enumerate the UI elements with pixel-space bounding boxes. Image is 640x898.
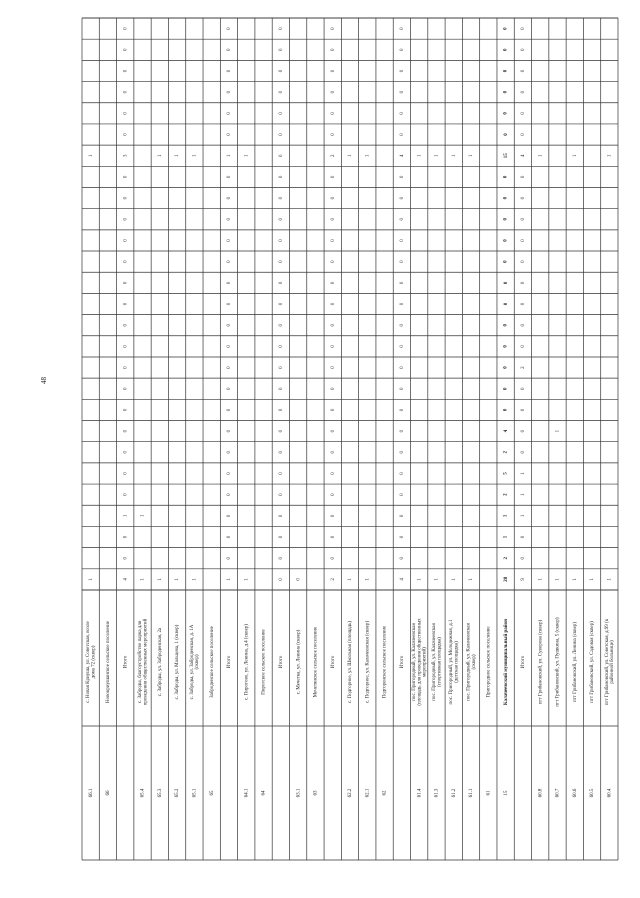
row-value: 0 bbox=[330, 239, 336, 242]
row-value: 1 bbox=[244, 578, 250, 581]
table-cells bbox=[86, 27, 615, 798]
row-value: 0 bbox=[521, 556, 527, 560]
row-value: 0 bbox=[278, 429, 284, 433]
row-code: 60.5 bbox=[590, 788, 596, 798]
row-value: 0 bbox=[330, 323, 336, 327]
row-code: 65.4 bbox=[140, 788, 146, 798]
row-value: 0 bbox=[123, 175, 129, 179]
row-code: 64 bbox=[261, 790, 267, 796]
row-value: 0 bbox=[278, 133, 284, 136]
row-name: (сквер) bbox=[195, 654, 201, 670]
row-name: с. Заброды, благоустройство парка для bbox=[137, 620, 143, 704]
row-value: 0 bbox=[123, 260, 129, 263]
row-value: 0 bbox=[123, 451, 129, 454]
row-value: 0 bbox=[123, 239, 129, 242]
row-value: 1 bbox=[538, 154, 544, 157]
row-value: 0 bbox=[400, 493, 406, 496]
row-value: 0 bbox=[278, 556, 284, 560]
row-value: 0 bbox=[503, 366, 509, 369]
row-name: пос. Пригородный, ул. Молодежная, д.1 bbox=[449, 619, 455, 705]
row-value: 0 bbox=[278, 535, 284, 539]
row-code: 65 bbox=[209, 790, 215, 796]
row-code: 60.7 bbox=[555, 788, 561, 798]
row-value: 0 bbox=[330, 472, 336, 475]
row-value: 0 bbox=[227, 281, 233, 285]
row-value: 0 bbox=[278, 451, 284, 454]
row-value: 0 bbox=[227, 239, 233, 242]
row-code: 65.3 bbox=[157, 788, 163, 798]
row-value: 2 bbox=[503, 451, 509, 454]
row-value: 0 bbox=[123, 218, 129, 221]
row-name: с. Заброды, ул. Заброденская, 2а bbox=[157, 627, 163, 697]
row-value: 1 bbox=[88, 154, 94, 157]
row-value: 0 bbox=[227, 27, 233, 30]
row-value: 0 bbox=[503, 48, 509, 52]
row-code: 15 bbox=[503, 790, 509, 796]
row-value: 2 bbox=[521, 366, 527, 369]
row-value: 0 bbox=[330, 493, 336, 496]
row-value: 0 bbox=[503, 196, 509, 200]
row-name: с. Подгорное, ул. Школьная (площадь) bbox=[348, 620, 354, 704]
row-value: 0 bbox=[400, 366, 406, 369]
row-value: 0 bbox=[400, 90, 406, 94]
row-value: 1 bbox=[192, 578, 198, 581]
row-value: 0 bbox=[400, 451, 406, 454]
row-value: 0 bbox=[227, 514, 233, 518]
row-value: 0 bbox=[400, 239, 406, 242]
row-value: 0 bbox=[400, 133, 406, 136]
row-value: 0 bbox=[227, 556, 233, 560]
row-value: 0 bbox=[503, 69, 509, 73]
row-value: 0 bbox=[123, 345, 129, 348]
row-value: 0 bbox=[400, 408, 406, 412]
row-value: 0 bbox=[278, 239, 284, 242]
row-value: 0 bbox=[400, 472, 406, 475]
row-value: 0 bbox=[521, 281, 527, 285]
row-value: 0 bbox=[521, 112, 527, 115]
row-value: 0 bbox=[278, 408, 284, 412]
row-value: 0 bbox=[278, 48, 284, 52]
row-value: 4 bbox=[503, 429, 509, 433]
row-value: 0 bbox=[330, 27, 336, 30]
row-value: 0 bbox=[123, 556, 129, 560]
row-name: пгт Грибановский, ул. Ленина (сквер) bbox=[572, 621, 578, 703]
row-value: 0 bbox=[278, 281, 284, 285]
row-value: 0 bbox=[123, 472, 129, 475]
row-value: 1 bbox=[227, 154, 233, 157]
row-value: 0 bbox=[123, 387, 129, 390]
row-value: 0 bbox=[227, 366, 233, 369]
row-name: с. Новая Криуша, ул. Советская, возле bbox=[86, 621, 92, 703]
row-value: 0 bbox=[227, 429, 233, 433]
row-name: Итого bbox=[227, 655, 233, 669]
row-value: 1 bbox=[451, 154, 457, 157]
row-code: 66.1 bbox=[88, 788, 94, 798]
row-value: 1 bbox=[572, 578, 578, 581]
row-value: 0 bbox=[400, 218, 406, 221]
row-value: 1 bbox=[503, 535, 509, 539]
row-value: 0 bbox=[278, 112, 284, 115]
row-value: 0 bbox=[227, 408, 233, 412]
row-name: с. Заброды, ул. Мальцева, 1 (сквер) bbox=[175, 624, 181, 700]
row-value: 0 bbox=[227, 175, 233, 179]
row-value: 0 bbox=[400, 260, 406, 263]
row-value: 0 bbox=[227, 260, 233, 263]
row-value: 0 bbox=[521, 408, 527, 412]
row-value: 1 bbox=[555, 578, 561, 581]
row-name: (сквер) bbox=[471, 654, 477, 670]
row-value: 0 bbox=[278, 175, 284, 179]
row-value: 0 bbox=[278, 387, 284, 390]
row-value: 0 bbox=[123, 112, 129, 115]
row-value: 0 bbox=[521, 239, 527, 242]
row-value: 4 bbox=[521, 154, 527, 157]
row-value: 1 bbox=[417, 578, 423, 581]
row-value: 0 bbox=[521, 90, 527, 94]
row-name: Итого bbox=[123, 655, 129, 669]
row-value: 2 bbox=[503, 556, 509, 560]
row-value: 15 bbox=[503, 153, 509, 159]
row-value: 1 bbox=[451, 578, 457, 581]
row-name: Итого bbox=[278, 655, 284, 669]
row-code: 61 bbox=[486, 790, 492, 796]
row-value: 0 bbox=[330, 345, 336, 348]
row-value: 0 bbox=[400, 302, 406, 306]
row-value: 0 bbox=[123, 196, 129, 200]
row-value: 0 bbox=[521, 196, 527, 200]
row-value: 0 bbox=[521, 218, 527, 221]
row-value: 4 bbox=[400, 578, 406, 581]
row-name: проведения общественных мероприятий bbox=[143, 618, 149, 706]
row-name: мероприятий) bbox=[422, 647, 428, 677]
row-value: 0 bbox=[278, 302, 284, 306]
row-value: 0 bbox=[330, 451, 336, 454]
row-value: 0 bbox=[278, 345, 284, 348]
table-grid bbox=[82, 18, 618, 860]
row-name: (спортивная площадка) bbox=[437, 637, 443, 687]
row-value: 1 bbox=[521, 472, 527, 475]
row-name: пос. Пригородный, ул. Калачеевская bbox=[466, 623, 472, 701]
row-value: 0 bbox=[503, 323, 509, 327]
row-value: 0 bbox=[123, 366, 129, 369]
row-value: 0 bbox=[330, 175, 336, 179]
row-value: 0 bbox=[227, 196, 233, 200]
row-value: 0 bbox=[521, 429, 527, 433]
row-value: 0 bbox=[503, 90, 509, 94]
row-value: 1 bbox=[538, 578, 544, 581]
row-value: 0 bbox=[278, 196, 284, 200]
row-value: 0 bbox=[227, 535, 233, 539]
row-value: 1 bbox=[521, 514, 527, 518]
row-value: 1 bbox=[175, 578, 181, 581]
row-value: 0 bbox=[521, 69, 527, 73]
row-name: пос. Пригородный, ул. Калачеевская bbox=[431, 623, 437, 701]
row-value: 1 bbox=[88, 578, 94, 581]
row-value: 1 bbox=[348, 154, 354, 157]
row-value: 2 bbox=[330, 578, 336, 581]
row-value: 0 bbox=[227, 48, 233, 52]
row-value: 0 bbox=[123, 323, 129, 327]
row-name: пгт Грибановский, ул. Пушкина, 5 (сквер) bbox=[555, 617, 561, 707]
row-name: Итого bbox=[521, 655, 527, 669]
row-value: 1 bbox=[140, 514, 146, 518]
row-name: районной больнице) bbox=[610, 640, 616, 684]
row-value: 0 bbox=[278, 514, 284, 518]
row-value: 0 bbox=[278, 218, 284, 221]
row-value: 2 bbox=[503, 493, 509, 496]
row-name: пгт Грибановский, ул. Советская, д.99 (к bbox=[604, 618, 610, 706]
row-value: 1 bbox=[555, 429, 561, 433]
row-value: 0 bbox=[400, 535, 406, 539]
row-code: 62.2 bbox=[348, 788, 354, 798]
row-name: Заброденское сельское поселение bbox=[209, 626, 215, 698]
row-value: 0 bbox=[521, 323, 527, 327]
row-value: 1 bbox=[123, 514, 129, 518]
row-value: 0 bbox=[521, 260, 527, 263]
row-value: 0 bbox=[503, 345, 509, 348]
row-value: 0 bbox=[227, 218, 233, 221]
row-value: 0 bbox=[400, 514, 406, 518]
row-value: 0 bbox=[123, 281, 129, 285]
row-value: 0 bbox=[330, 218, 336, 221]
row-value: 1 bbox=[607, 578, 613, 581]
row-value: 0 bbox=[400, 196, 406, 200]
row-value: 0 bbox=[123, 90, 129, 94]
row-value: 1 bbox=[175, 154, 181, 157]
row-value: 1 bbox=[469, 154, 475, 157]
row-value: 0 bbox=[503, 408, 509, 412]
row-value: 0 bbox=[330, 302, 336, 306]
row-name: Новокриушанское сельское поселение bbox=[106, 621, 112, 703]
row-value: 0 bbox=[278, 493, 284, 496]
row-name: с. Пирогово, ул. Ленина, д.4 (сквер) bbox=[244, 624, 250, 700]
row-value: 0 bbox=[503, 239, 509, 242]
row-name: (детская площадка) bbox=[454, 641, 460, 683]
row-value: 1 bbox=[157, 578, 163, 581]
row-value: 0 bbox=[521, 387, 527, 390]
row-value: 2 bbox=[330, 154, 336, 157]
row-value: 0 bbox=[123, 493, 129, 496]
row-value: 0 bbox=[278, 472, 284, 475]
row-value: 0 bbox=[227, 323, 233, 327]
row-value: 0 bbox=[400, 175, 406, 179]
row-name: Подгоренское сельское поселение bbox=[382, 625, 388, 699]
row-value: 28 bbox=[503, 576, 509, 582]
row-value: 1 bbox=[365, 154, 371, 157]
row-name: Калачеевский муниципальный район bbox=[503, 618, 509, 706]
row-name: пгт Грибановский, ул. Суворова (сквер) bbox=[538, 619, 544, 705]
row-name: пос. Пригородный, ул. Калачеевская bbox=[411, 623, 417, 701]
row-value: 0 bbox=[278, 578, 284, 581]
row-value: 0 bbox=[330, 48, 336, 52]
row-value: 0 bbox=[330, 556, 336, 560]
row-value: 0 bbox=[400, 556, 406, 560]
row-value: 9 bbox=[521, 578, 527, 581]
row-value: 0 bbox=[521, 345, 527, 348]
row-value: 0 bbox=[330, 514, 336, 518]
row-name: с. Мечетка, ул. Ленина (сквер) bbox=[296, 629, 302, 695]
row-value: 1 bbox=[607, 154, 613, 157]
row-value: 0 bbox=[330, 112, 336, 115]
row-value: 0 bbox=[278, 260, 284, 263]
row-value: 1 bbox=[434, 578, 440, 581]
row-value: 0 bbox=[521, 451, 527, 454]
row-value: 0 bbox=[227, 69, 233, 73]
row-value: 0 bbox=[400, 387, 406, 390]
row-value: 0 bbox=[400, 323, 406, 327]
row-value: 0 bbox=[227, 472, 233, 475]
row-value: 0 bbox=[123, 133, 129, 136]
row-value: 0 bbox=[278, 366, 284, 369]
row-value: 1 bbox=[590, 578, 596, 581]
row-value: 0 bbox=[521, 302, 527, 306]
row-code: 65.2 bbox=[175, 788, 181, 798]
row-code: 61.1 bbox=[469, 788, 475, 798]
row-value: 0 bbox=[400, 69, 406, 73]
row-value: 0 bbox=[227, 90, 233, 94]
row-code: 65.1 bbox=[192, 788, 198, 798]
row-value: 0 bbox=[330, 260, 336, 263]
row-value: 1 bbox=[417, 154, 423, 157]
row-value: 1 bbox=[140, 578, 146, 581]
row-value: 0 bbox=[503, 387, 509, 390]
row-value: 0 bbox=[503, 218, 509, 221]
row-name: Итого bbox=[330, 655, 336, 669]
row-code: 63 bbox=[313, 790, 319, 796]
row-value: 0 bbox=[503, 27, 509, 30]
row-value: 0 bbox=[278, 27, 284, 30]
row-code: 62.1 bbox=[365, 788, 371, 798]
row-value: 1 bbox=[434, 154, 440, 157]
row-value: 1 bbox=[572, 154, 578, 157]
row-value: 0 bbox=[503, 302, 509, 306]
row-value: 0 bbox=[227, 345, 233, 348]
row-value: 0 bbox=[278, 323, 284, 327]
row-name: дома 72 (сквер) bbox=[91, 645, 97, 679]
row-value: 0 bbox=[400, 429, 406, 433]
row-value: 0 bbox=[123, 48, 129, 52]
row-value: 0 bbox=[503, 175, 509, 179]
row-value: 0 bbox=[521, 535, 527, 539]
page-number: 48 bbox=[40, 377, 48, 384]
row-value: 0 bbox=[521, 133, 527, 136]
row-value: 0 bbox=[330, 281, 336, 285]
row-value: 0 bbox=[278, 69, 284, 73]
row-name: с. Заброды, ул. Заброденская, д. 1А bbox=[189, 624, 195, 700]
row-name: Итого bbox=[400, 655, 406, 669]
row-value: 1 bbox=[469, 578, 475, 581]
row-value: 0 bbox=[503, 260, 509, 263]
row-name: (площадь для проведения общественных bbox=[417, 618, 423, 706]
row-name: пгт Грибановский, ул. Садовая (сквер) bbox=[590, 621, 596, 703]
row-name: Пригородное сельское поселение bbox=[486, 626, 492, 698]
row-value: 1 bbox=[157, 154, 163, 157]
row-code: 61.2 bbox=[451, 788, 457, 798]
row-value: 0 bbox=[521, 48, 527, 52]
row-value: 0 bbox=[503, 133, 509, 136]
row-value: 4 bbox=[400, 154, 406, 157]
row-value: 0 bbox=[227, 133, 233, 136]
row-value: 0 bbox=[123, 69, 129, 73]
row-value: 1 bbox=[244, 154, 250, 157]
row-value: 0 bbox=[123, 535, 129, 539]
row-code: 60.6 bbox=[572, 788, 578, 798]
row-code: 62 bbox=[382, 790, 388, 796]
row-value: 0 bbox=[330, 366, 336, 369]
row-value: 3 bbox=[123, 154, 129, 157]
row-name: Мечетянское сельское поселение bbox=[313, 626, 319, 698]
row-code: 63.1 bbox=[296, 788, 302, 798]
row-code: 66 bbox=[106, 790, 112, 796]
row-value: 0 bbox=[503, 112, 509, 115]
row-code: 60.4 bbox=[607, 788, 613, 798]
row-code: 64.1 bbox=[244, 788, 250, 798]
row-code: 61.3 bbox=[434, 788, 440, 798]
row-value: 0 bbox=[330, 535, 336, 539]
row-value: 0 bbox=[400, 112, 406, 115]
row-value: 0 bbox=[227, 112, 233, 115]
row-value: 0 bbox=[227, 451, 233, 454]
row-value: 0 bbox=[330, 387, 336, 390]
row-value: 0 bbox=[227, 493, 233, 496]
row-value: 0 bbox=[503, 281, 509, 285]
row-value: 0 bbox=[227, 387, 233, 390]
row-value: 0 bbox=[123, 302, 129, 306]
row-value: 0 bbox=[400, 48, 406, 52]
row-value: 0 bbox=[330, 133, 336, 136]
row-value: 0 bbox=[227, 302, 233, 306]
row-code: 61.4 bbox=[417, 788, 423, 798]
row-value: 0 bbox=[330, 90, 336, 94]
row-value: 1 bbox=[521, 493, 527, 496]
row-value: 0 bbox=[330, 196, 336, 200]
row-value: 0 bbox=[123, 408, 129, 412]
row-value: 1 bbox=[365, 578, 371, 581]
row-value: 0 bbox=[296, 578, 302, 581]
row-value: 0 bbox=[123, 429, 129, 433]
row-value: 0 bbox=[521, 175, 527, 179]
row-name: с. Подгорное, ул. Калачеевская (сквер) bbox=[365, 620, 371, 704]
row-value: 1 bbox=[348, 578, 354, 581]
row-value: 1 bbox=[227, 578, 233, 581]
row-value: 0 bbox=[400, 281, 406, 285]
row-value: 0 bbox=[278, 154, 284, 157]
row-value: 0 bbox=[330, 69, 336, 73]
row-value: 1 bbox=[503, 514, 509, 518]
row-name: Пирогское сельское поселение bbox=[261, 629, 267, 695]
row-value: 1 bbox=[192, 154, 198, 157]
row-value: 0 bbox=[123, 27, 129, 30]
row-value: 0 bbox=[400, 27, 406, 30]
row-value: 0 bbox=[330, 429, 336, 433]
row-value: 0 bbox=[278, 90, 284, 94]
row-value: 0 bbox=[400, 345, 406, 348]
row-value: 5 bbox=[503, 472, 509, 475]
row-value: 0 bbox=[521, 27, 527, 30]
row-value: 0 bbox=[330, 408, 336, 412]
row-code: 60.8 bbox=[538, 788, 544, 798]
row-value: 4 bbox=[123, 578, 129, 581]
